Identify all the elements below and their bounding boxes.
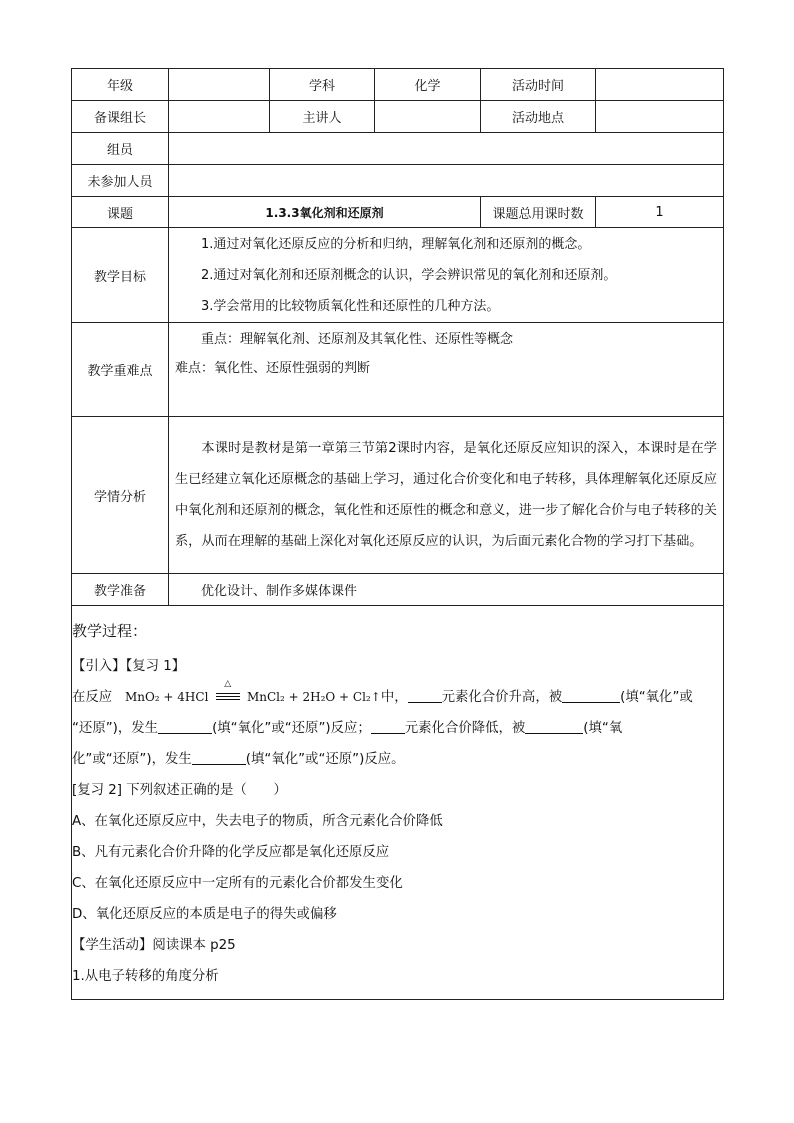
activity-place-value	[596, 101, 724, 133]
option-c: C、在氧化还原反应中一定所有的元素化合价都发生变化	[72, 875, 403, 891]
activity-place-label: 活动地点	[481, 101, 596, 133]
activity-time-value	[596, 69, 724, 101]
review1-line1	[72, 678, 723, 713]
analysis-content	[169, 417, 724, 574]
line2-text-c: 元素化合价降低，被	[404, 720, 526, 736]
key-point-text: 重点：理解氧化剂、还原剂及其氧化性、还原性等概念	[201, 332, 514, 347]
goals-content	[169, 228, 724, 323]
grade-label: 年级	[72, 69, 169, 101]
absent-label: 未参加人员	[72, 165, 169, 197]
option-a: A、在氧化还原反应中，失去电子的物质，所含元素化合价降低	[72, 813, 443, 829]
answer-blank[interactable]	[525, 719, 583, 734]
prep-label: 教学准备	[72, 574, 169, 606]
row-prep	[72, 574, 724, 606]
answer-blank[interactable]	[408, 688, 442, 703]
total-hours-label: 课题总用课时数	[481, 197, 596, 228]
row-process	[72, 606, 724, 1000]
line1-text-c: (填“氧化”或	[620, 689, 693, 705]
heating-symbol: △	[224, 678, 232, 689]
option-b: B、凡有元素化合价升降的化学反应都是氧化还原反应	[72, 844, 390, 860]
row-grade	[72, 69, 724, 101]
row-goals	[72, 228, 724, 323]
line3-text-a: 化”或“还原”)，发生	[72, 751, 192, 767]
absent-value	[169, 165, 724, 197]
leader-value	[169, 101, 270, 133]
answer-blank[interactable]	[562, 688, 620, 703]
subject-label: 学科	[270, 69, 375, 101]
answer-blank[interactable]	[371, 719, 405, 734]
lesson-plan-table	[71, 68, 724, 1000]
topic-label: 课题	[72, 197, 169, 228]
activity-time-label: 活动时间	[481, 69, 596, 101]
answer-blank[interactable]	[158, 719, 212, 734]
grade-value	[169, 69, 270, 101]
heating-condition-arrow	[213, 678, 243, 702]
prep-value: 优化设计、制作多媒体课件	[201, 584, 358, 599]
row-key-points	[72, 323, 724, 417]
prep-content	[169, 574, 724, 606]
goal-item: 2.通过对氧化剂和还原剂概念的认识，学会辨识常见的氧化剂和还原剂。	[201, 267, 617, 283]
review1-line3	[72, 744, 723, 775]
speaker-value	[375, 101, 481, 133]
total-hours-value: 1	[596, 197, 724, 228]
line2-text-d: (填“氧	[583, 720, 623, 736]
goal-item: 3.学会常用的比较物质氧化性和还原性的几种方法。	[201, 298, 500, 314]
members-value	[169, 133, 724, 165]
line1-prefix: 在反应	[72, 689, 113, 705]
line2-text-b: (填“氧化”或“还原”)反应；	[212, 720, 371, 736]
line1-text-b: 元素化合价升高，被	[441, 689, 563, 705]
goal-item: 1.通过对氧化还原反应的分析和归纳，理解氧化剂和还原剂的概念。	[201, 236, 591, 252]
topic-value: 1.3.3氧化剂和还原剂	[169, 197, 481, 228]
row-topic	[72, 197, 724, 228]
review2-question: [复习 2] 下列叙述正确的是（ ）	[72, 782, 287, 798]
analysis-text: 本课时是教材是第一章第三节第2课时内容，是氧化还原反应知识的深入，本课时是在学生已经建立氧化还原概念的基础上学习，通过化合价变化和电子转移，具体理解氧化还原反应中氧化剂和还原剂的概念，氧化性和还原性的概念和意义，进一步了解化合价与电子转移的关系，从而在理解的基础上深化对氧化还原反应的认识，为后面元素化合物的学习打下基础。	[175, 441, 717, 549]
intro-heading: 【引入】【复习 1】	[72, 658, 186, 674]
members-label: 组员	[72, 133, 169, 165]
answer-blank[interactable]	[192, 750, 246, 765]
key-points-content	[169, 323, 724, 417]
difficult-point-text: 难点：氧化性、还原性强弱的判断	[175, 361, 371, 376]
step-1: 1.从电子转移的角度分析	[72, 968, 219, 984]
row-absent	[72, 165, 724, 197]
line1-text-a: 中，	[380, 689, 408, 705]
row-analysis	[72, 417, 724, 574]
student-activity: 【学生活动】阅读课本 p25	[72, 937, 236, 953]
analysis-label: 学情分析	[72, 417, 169, 574]
subject-value: 化学	[375, 69, 481, 101]
leader-label: 备课组长	[72, 101, 169, 133]
equation-left: MnO₂ + 4HCl	[124, 689, 209, 704]
row-members	[72, 133, 724, 165]
process-title: 教学过程：	[72, 621, 148, 640]
line3-text-b: (填“氧化”或“还原”)反应。	[245, 751, 405, 767]
key-points-label: 教学重难点	[72, 323, 169, 417]
speaker-label: 主讲人	[270, 101, 375, 133]
goals-label: 教学目标	[72, 228, 169, 323]
process-content	[72, 606, 724, 1000]
equation-right: MnCl₂ + 2H₂O + Cl₂↑	[246, 689, 381, 704]
row-leader	[72, 101, 724, 133]
option-d: D、氧化还原反应的本质是电子的得失或偏移	[72, 906, 337, 922]
line2-text-a: “还原”)，发生	[72, 720, 159, 736]
review1-line2	[72, 713, 723, 744]
